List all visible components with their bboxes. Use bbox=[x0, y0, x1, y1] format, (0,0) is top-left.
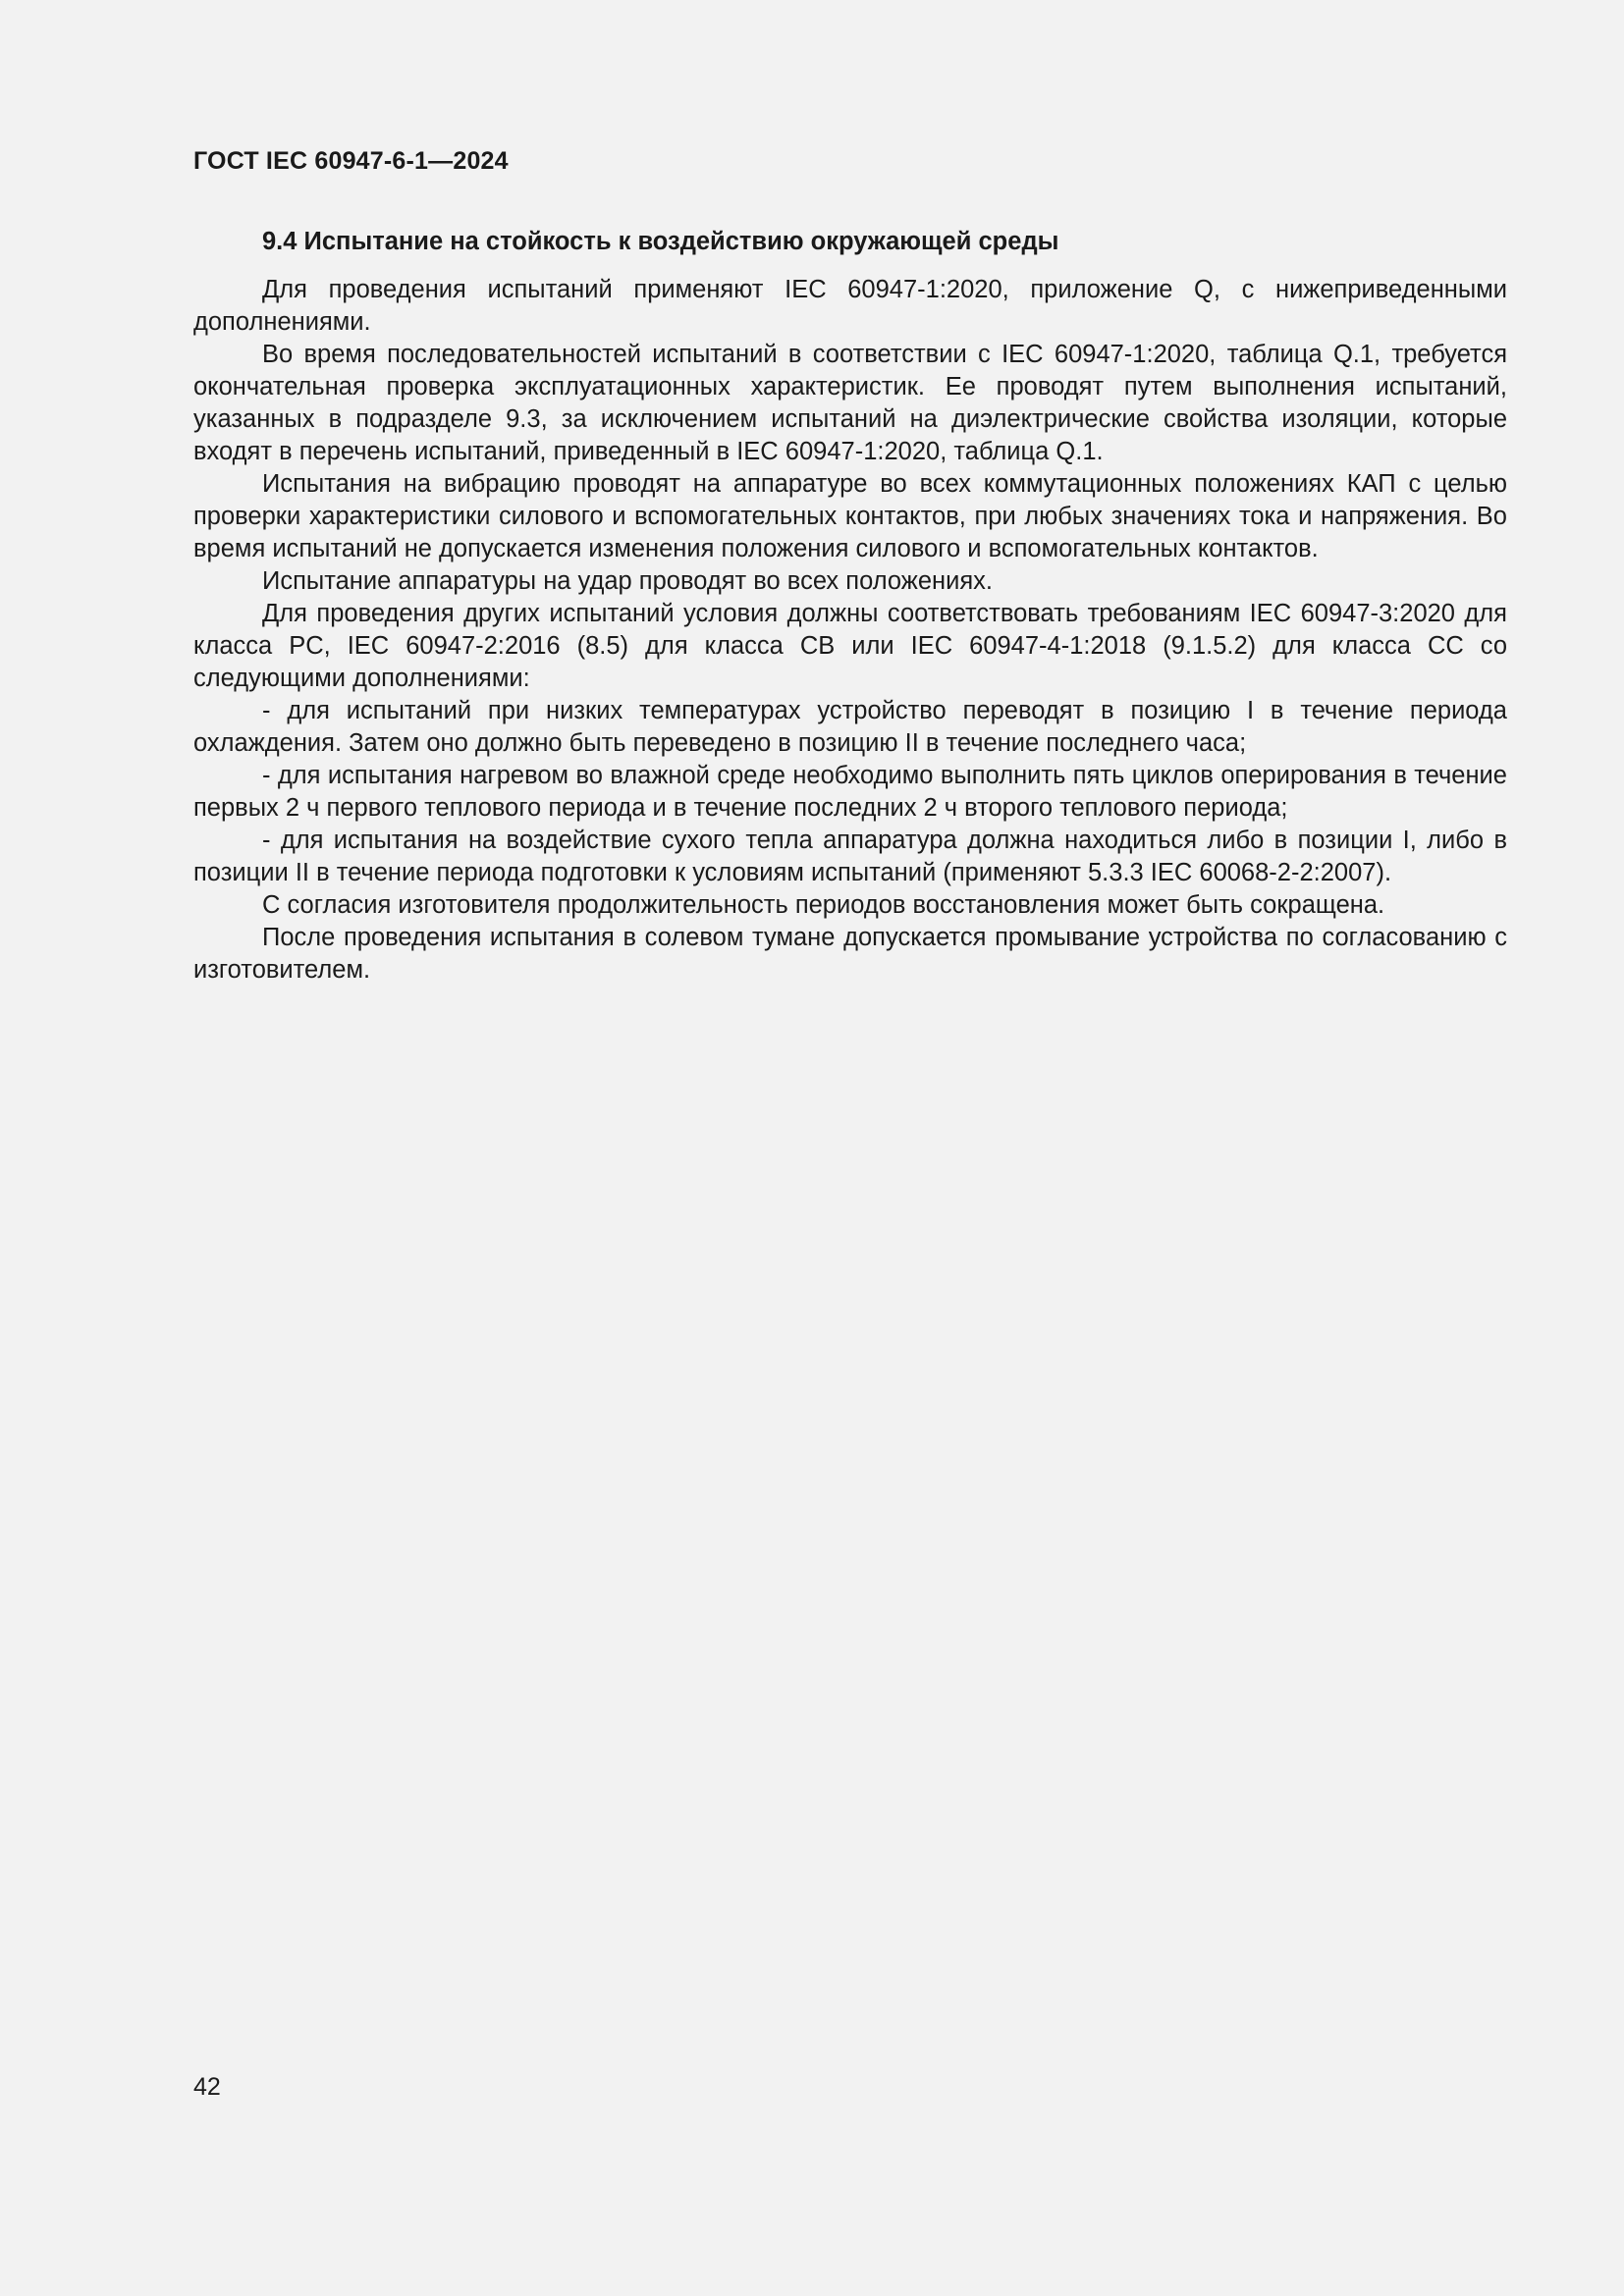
list-item: - для испытания нагревом во влажной среде необходимо выполнить пять циклов оперирования в течение первых 2 ч первого теплового периода и в течение последних 2 ч второго теплового периода; bbox=[193, 762, 1507, 822]
page-number: 42 bbox=[193, 2073, 221, 2101]
paragraph: С согласия изготовителя продолжительность периодов восстановления может быть сокращена. bbox=[262, 891, 1385, 919]
paragraph: Для проведения других испытаний условия должны соответствовать требованиям IEC 60947-3:2020 для класса PC, IEC 60947-2:2016 (8.5) для класса CB или IEC 60947-4-1:2018 (9.1.5.2) для класса CC со следующими дополнениями: bbox=[193, 600, 1507, 692]
paragraph: Во время последовательностей испытаний в соответствии с IEC 60947-1:2020, таблица Q.1, требуется окончательная проверка эксплуатационных характеристик. Ее проводят путем выполнения испытаний, указанных в подразделе 9.3, за исключением испытаний на диэлектрические свойства изоляции, которые входят в перечень испытаний, приведенный в IEC 60947-1:2020, таблица Q.1. bbox=[193, 341, 1507, 465]
section-title: 9.4 Испытание на стойкость к воздействию окружающей среды bbox=[262, 228, 1059, 255]
paragraph: Испытания на вибрацию проводят на аппаратуре во всех коммутационных положениях КАП с целью проверки характеристики силового и вспомогательных контактов, при любых значениях тока и напряжения. Во время испытаний не допускается изменения положения силового и вспомогательных контактов. bbox=[193, 470, 1507, 562]
section-content bbox=[193, 226, 1507, 987]
document-code-header: ГОСТ IEC 60947-6-1—2024 bbox=[193, 147, 509, 175]
paragraph: Испытание аппаратуры на удар проводят во всех положениях. bbox=[262, 567, 993, 595]
list-item: - для испытаний при низких температурах устройство переводят в позицию I в течение периода охлаждения. Затем оно должно быть переведено в позицию II в течение последнего часа; bbox=[193, 697, 1507, 757]
list-item: - для испытания на воздействие сухого тепла аппаратура должна находиться либо в позиции I, либо в позиции II в течение периода подготовки к условиям испытаний (применяют 5.3.3 IEC 60068-2-2:2007). bbox=[193, 827, 1507, 886]
paragraph: Для проведения испытаний применяют IEC 60947-1:2020, приложение Q, с нижеприведенными дополнениями. bbox=[193, 276, 1507, 336]
paragraph: После проведения испытания в солевом тумане допускается промывание устройства по согласованию с изготовителем. bbox=[193, 924, 1507, 984]
